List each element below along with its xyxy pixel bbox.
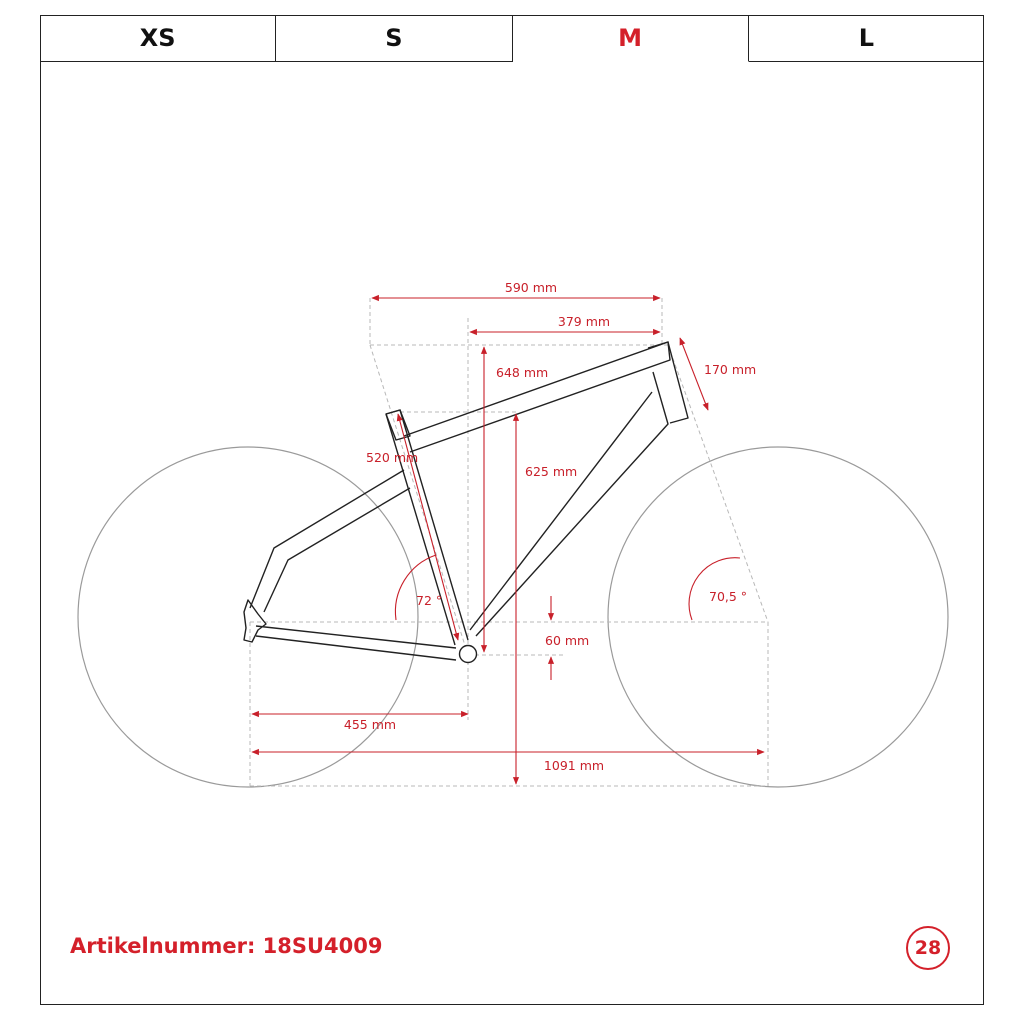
page-number-badge: 28: [906, 926, 950, 970]
rear-wheel: [78, 447, 418, 787]
bb-drop-label: 60 mm: [545, 633, 590, 648]
stack-label: 648 mm: [496, 365, 549, 380]
bottom-bracket: [460, 646, 477, 663]
article-number: Artikelnummer: 18SU4009: [70, 934, 383, 958]
rear-dropout: [244, 600, 266, 642]
reach-total-label: 590 mm: [504, 280, 558, 295]
tab-size-xs[interactable]: XS: [40, 15, 276, 62]
tab-size-m[interactable]: M: [513, 15, 749, 62]
chainstay-label: 455 mm: [343, 717, 397, 732]
seat-stay-outline: [250, 470, 410, 612]
head-tube-outline: [648, 342, 688, 423]
wheelbase-label: 1091 mm: [543, 758, 605, 773]
seat-tube-label: 520 mm: [366, 450, 419, 465]
bike-frame: [244, 342, 688, 660]
chain-stay-outline: [256, 626, 456, 660]
top-tube-outline: [404, 342, 670, 452]
standover-label: 625 mm: [525, 464, 578, 479]
tab-size-s[interactable]: S: [276, 15, 512, 62]
reach-label: 379 mm: [557, 314, 611, 329]
head-tube-label: 170 mm: [704, 362, 757, 377]
seat-angle-label: 72 °: [416, 593, 443, 608]
tab-size-l[interactable]: L: [749, 15, 984, 62]
head-angle-label: 70,5 °: [709, 589, 748, 604]
front-wheel: [608, 447, 948, 787]
